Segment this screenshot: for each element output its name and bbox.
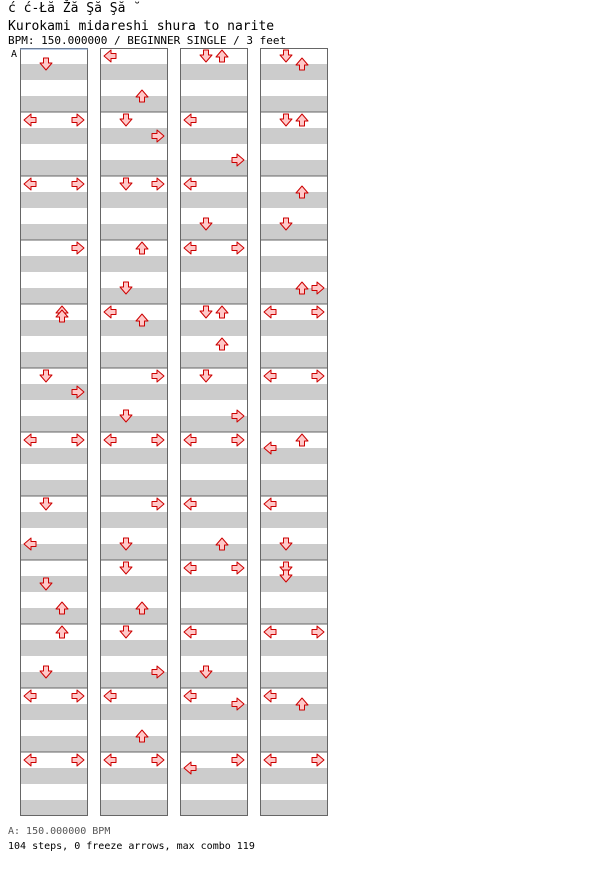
beat-stripe [260,480,328,496]
beat-stripe [260,592,328,608]
beat-stripe [260,208,328,224]
beat-stripe [20,592,88,608]
beat-stripe [260,80,328,96]
beat-stripe [180,800,248,816]
beat-stripe [20,224,88,240]
beat-stripe [260,656,328,672]
beat-stripe [100,320,168,336]
beat-stripe [260,336,328,352]
beat-stripe [260,768,328,784]
beat-stripe [180,448,248,464]
beat-stripe [20,736,88,752]
beat-stripe [180,64,248,80]
beat-stripe [100,224,168,240]
beat-stripe [100,80,168,96]
chart-meta: BPM: 150.000000 / BEGINNER SINGLE / 3 feet [8,34,287,47]
beat-stripe [260,128,328,144]
beat-stripe [20,288,88,304]
beat-stripe [260,560,328,576]
beat-stripe [20,416,88,432]
beat-stripe [180,640,248,656]
beat-stripe [20,464,88,480]
beat-stripe [180,736,248,752]
beat-stripe [100,144,168,160]
beat-stripe [100,256,168,272]
beat-stripe [100,352,168,368]
beat-stripe [20,560,88,576]
beat-stripe [100,192,168,208]
beat-stripe [180,480,248,496]
beat-stripe [100,448,168,464]
beat-stripe [260,64,328,80]
beat-stripe [100,528,168,544]
beat-stripe [20,272,88,288]
beat-stripe [100,288,168,304]
beat-stripe [180,656,248,672]
beat-stripe [180,528,248,544]
beat-stripe [20,400,88,416]
beat-stripe [20,704,88,720]
beat-stripe [260,576,328,592]
beat-stripe [180,784,248,800]
beat-stripe [260,640,328,656]
beat-stripe [180,192,248,208]
beat-stripe [180,336,248,352]
beat-stripe [100,624,168,640]
beat-stripe [20,768,88,784]
beat-stripe [100,704,168,720]
beat-stripe [20,512,88,528]
beat-stripe [260,112,328,128]
beat-stripe [180,592,248,608]
beat-stripe [100,96,168,112]
beat-stripe [260,464,328,480]
beat-stripe [260,384,328,400]
beat-stripe [20,64,88,80]
beat-stripe [100,400,168,416]
beat-stripe [100,208,168,224]
beat-stripe [260,608,328,624]
beat-stripe [180,464,248,480]
beat-stripe [260,512,328,528]
beat-stripe [20,48,88,64]
beat-stripe [180,48,248,64]
beat-stripe [20,480,88,496]
beat-stripe [260,320,328,336]
beat-stripe [100,240,168,256]
beat-stripe [20,80,88,96]
beat-stripe [260,416,328,432]
beat-stripe [100,512,168,528]
beat-stripe [260,48,328,64]
beat-stripe [100,640,168,656]
beat-stripe [260,224,328,240]
beat-stripe [100,160,168,176]
beat-stripe [20,368,88,384]
beat-stripe [180,80,248,96]
beat-stripe [180,224,248,240]
beat-stripe [180,368,248,384]
beat-stripe [260,784,328,800]
beat-stripe [260,144,328,160]
beat-stripe [20,128,88,144]
beat-stripe [20,784,88,800]
beat-stripe [100,336,168,352]
beat-stripe [180,208,248,224]
beat-stripe [260,160,328,176]
beat-stripe [100,544,168,560]
beat-stripe [180,352,248,368]
chart-stats: 104 steps, 0 freeze arrows, max combo 119 [8,841,255,852]
beat-stripe [260,400,328,416]
beat-stripe [20,800,88,816]
beat-stripe [180,256,248,272]
beat-stripe [180,96,248,112]
beat-stripe [20,208,88,224]
beat-stripe [20,320,88,336]
beat-stripe [100,736,168,752]
beat-stripe [20,656,88,672]
song-title-japanese: ć ć-Łă Žă Şă Şă ˘ [8,1,142,16]
beat-stripe [180,512,248,528]
beat-stripe [260,736,328,752]
beat-stripe [100,272,168,288]
beat-stripe [100,112,168,128]
beat-stripe [260,176,328,192]
beat-stripe [180,544,248,560]
beat-stripe [20,96,88,112]
beat-stripe [20,160,88,176]
beat-stripe [20,608,88,624]
beat-stripe [100,592,168,608]
beat-stripe [260,256,328,272]
beat-stripe [100,800,168,816]
beat-stripe [20,192,88,208]
beat-stripe [260,96,328,112]
song-title: Kurokami midareshi shura to narite [8,19,275,34]
beat-stripe [20,576,88,592]
beat-stripe [100,576,168,592]
beat-stripe [20,720,88,736]
beat-stripe [100,608,168,624]
beat-stripe [100,464,168,480]
bpm-marker-label: A [11,49,18,60]
beat-stripe [260,544,328,560]
beat-stripe [180,672,248,688]
beat-stripe [260,240,328,256]
beat-stripe [260,704,328,720]
beat-stripe [20,640,88,656]
beat-stripe [260,672,328,688]
beat-stripe [100,384,168,400]
beat-stripe [20,624,88,640]
beat-stripe [20,672,88,688]
beat-stripe [180,720,248,736]
beat-stripe [180,128,248,144]
beat-stripe [20,304,88,320]
beat-stripe [100,560,168,576]
beat-stripe [180,608,248,624]
beat-stripe [260,192,328,208]
beat-stripe [20,256,88,272]
beat-stripe [180,384,248,400]
beat-stripe [180,304,248,320]
beat-stripe [20,448,88,464]
beat-stripe [100,64,168,80]
beat-stripe [260,800,328,816]
beat-stripe [260,720,328,736]
bpm-legend: A: 150.000000 BPM [8,826,111,837]
beat-stripe [180,288,248,304]
beat-stripe [100,480,168,496]
beat-stripe [20,144,88,160]
beat-stripe [20,336,88,352]
beat-stripe [20,496,88,512]
beat-stripe [260,528,328,544]
beat-stripe [100,784,168,800]
beat-stripe [20,352,88,368]
beat-stripe [180,272,248,288]
beat-stripe [180,320,248,336]
beat-stripe [100,768,168,784]
beat-stripe [260,352,328,368]
beat-stripe [100,720,168,736]
beat-stripe [180,576,248,592]
beat-stripe [100,416,168,432]
